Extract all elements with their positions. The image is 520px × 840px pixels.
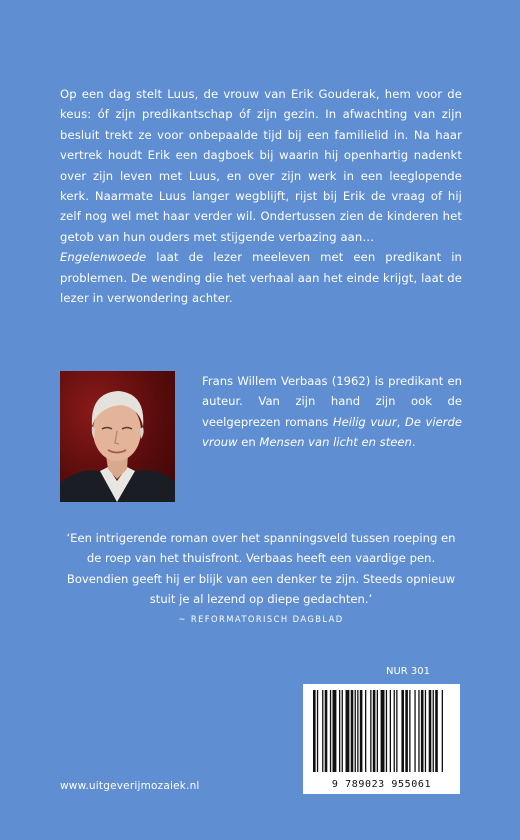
barcode-bar (386, 690, 387, 772)
review-quote: ‘Een intrigerende roman over het spanningsveld tussen roeping en de roep van het thuisfront. Verbaas heeft een vaardige pen. Bovendien geeft hij er blijk van een denker te zijn. Steeds opnieuw stuit je al lezend op diepe gedachten.’ (66, 531, 456, 607)
barcode-bar (370, 690, 371, 772)
barcode-bar (414, 690, 415, 772)
barcode-bar (355, 690, 356, 772)
barcode-bar (425, 690, 426, 772)
barcode-bar (330, 690, 331, 772)
barcode-bar (390, 690, 391, 772)
barcode-icon (303, 684, 460, 776)
barcode-bar (421, 690, 424, 772)
barcode-bar (313, 690, 316, 772)
barcode-bar (409, 690, 410, 772)
barcode-bar (442, 690, 443, 772)
book-title-mensen-van-licht-en-steen: Mensen van licht en steen (259, 435, 412, 450)
book-title: Engelenwoede (60, 250, 147, 265)
barcode-bar (357, 690, 358, 772)
barcode-bar (377, 690, 378, 772)
review-source: ~ REFORMATORISCH DAGBLAD (178, 614, 344, 624)
author-bio: Frans Willem Verbaas (1962) is predikant en auteur. Van zijn hand zijn ook de veelgeprezen romans Heilig vuur, De vierde vrouw en Mensen van licht en steen. (202, 374, 462, 450)
barcode-bar (435, 690, 438, 772)
barcode-bar (401, 690, 404, 772)
barcode-bar (429, 690, 432, 772)
barcode-bar (396, 690, 397, 772)
barcode-bar (394, 690, 395, 772)
barcode-bar (418, 690, 419, 772)
barcode-bar (342, 690, 343, 772)
blurb-paragraph-2-text: laat de lezer meeleven met een predikant in problemen. De wending die het verhaal aan het einde krijgt, laat de lezer in verwondering achter. (60, 250, 462, 306)
book-title-de-vierde-vrouw: De vierde vrouw (202, 414, 462, 450)
barcode-bar (360, 690, 363, 772)
barcode-bar (322, 690, 323, 772)
barcode-bar (317, 690, 318, 772)
barcode-bar (381, 690, 385, 772)
barcode-bar (339, 690, 340, 772)
nur-code: NUR 301 (385, 666, 430, 677)
blurb-paragraph-1: Op een dag stelt Luus, de vrouw van Erik Gouderak, hem voor de keus: óf zijn predikantschap óf zijn gezin. In afwachting van zijn besluit trekt ze voor onbepaalde tijd bij een familielid in. Na haar vertrek houdt Erik een dagboek bij waarin hij openhartig nadenkt over zijn leven met Luus, en over zijn werk in een leeglopende kerk. Naarmate Luus langer wegblijft, rijst bij Erik de vraag of hij zelf nog wel met haar verder wil. Ondertussen zien de kinderen het getob van hun ouders met stijgende verbazing aan… (60, 87, 462, 244)
barcode-bar (333, 690, 337, 772)
back-cover-blurb (60, 84, 462, 308)
barcode-bar (325, 690, 328, 772)
barcode-bar (346, 690, 350, 772)
isbn-number: 9 789023 955061 (331, 779, 432, 790)
author-photo (60, 371, 175, 502)
book-title-heilig-vuur: Heilig vuur (332, 414, 397, 429)
publisher-website[interactable]: www.uitgeverijmozaiek.nl (60, 780, 200, 792)
barcode-bar (365, 690, 366, 772)
barcode-bar (351, 690, 354, 772)
blurb-paragraph-2 (60, 247, 462, 308)
barcode (303, 684, 460, 794)
barcode-bar (405, 690, 408, 772)
barcode-bar (433, 690, 434, 772)
barcode-bar (373, 690, 376, 772)
